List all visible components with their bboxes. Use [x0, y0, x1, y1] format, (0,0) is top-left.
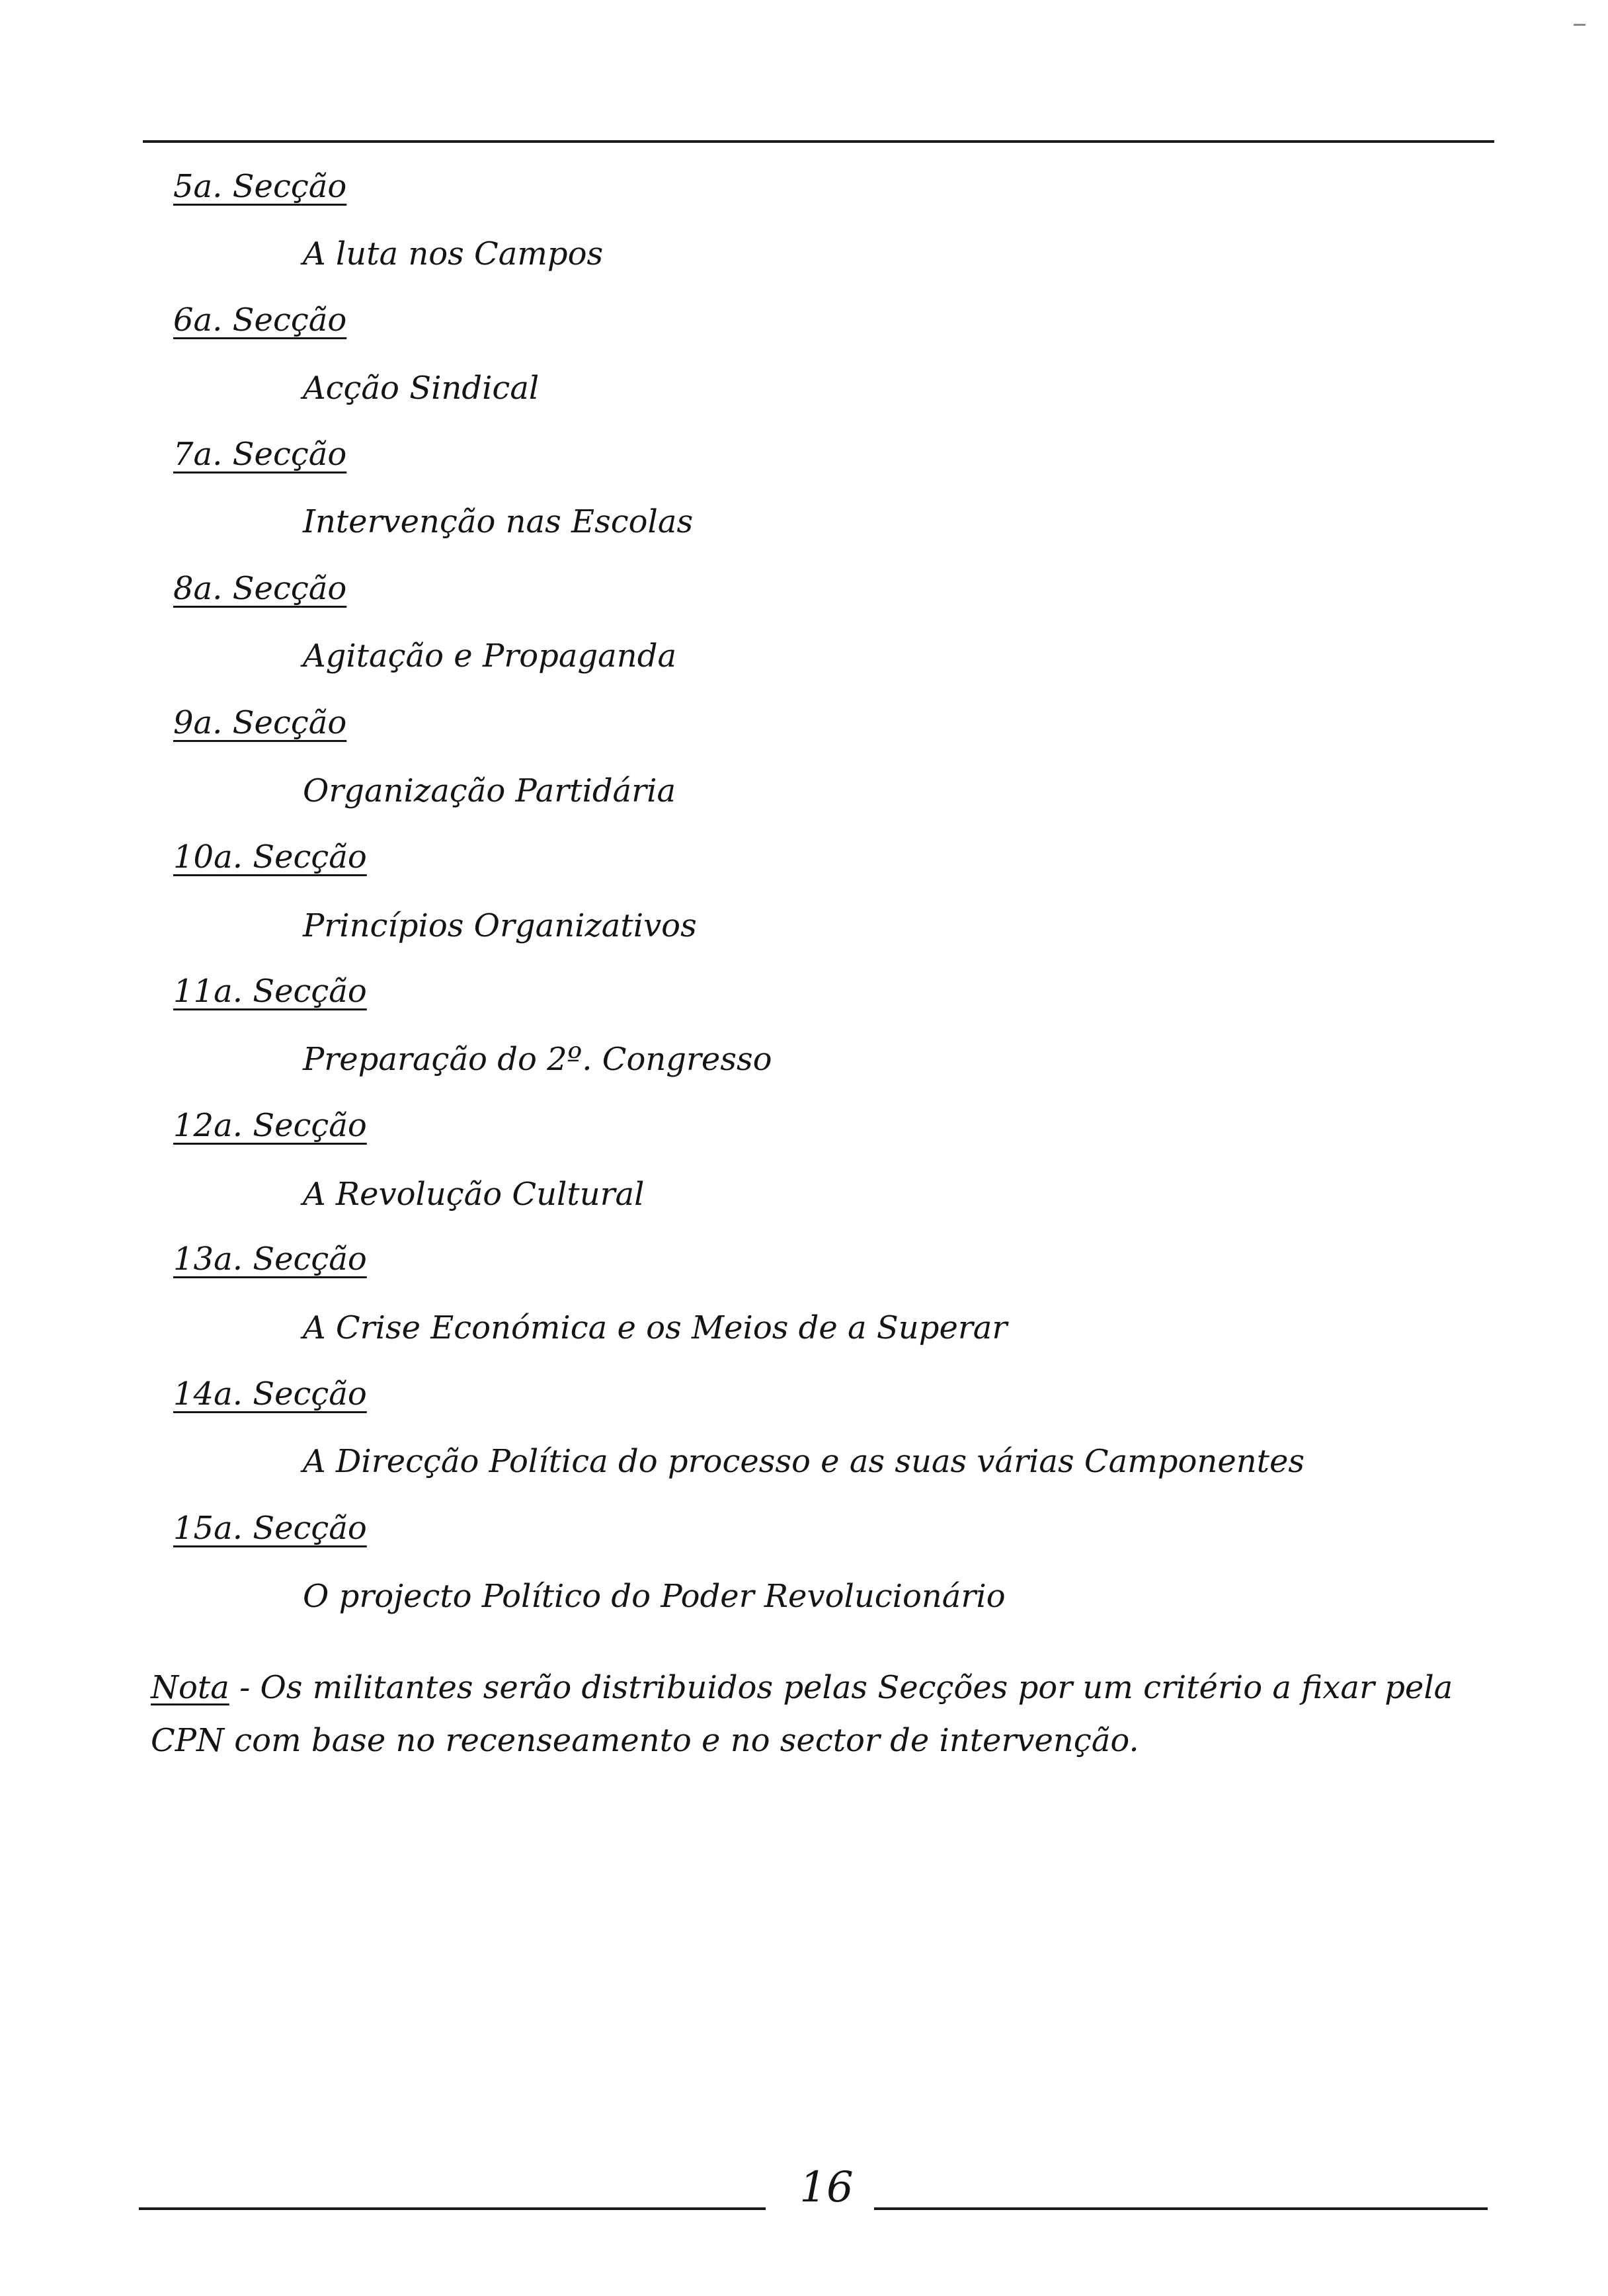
section-title-12: A Revolução Cultural	[303, 1176, 645, 1213]
top-rule	[143, 140, 1494, 143]
section-title-10: Princípios Organizativos	[303, 907, 697, 944]
section-heading-8: 8a. Secção	[173, 570, 347, 607]
section-title-6: Acção Sindical	[303, 370, 540, 407]
section-heading-9: 9a. Secção	[173, 704, 347, 741]
section-title-13: A Crise Económica e os Meios de a Superar	[303, 1309, 1008, 1346]
note-text: - Os militantes serão distribuidos pelas Secções por um critério a fixar pela CPN com base no recenseamento e no sector de intervenção.	[151, 1669, 1453, 1759]
section-heading-10: 10a. Secção	[173, 839, 367, 876]
section-title-14: A Direcção Política do processo e as suas várias Camponentes	[303, 1443, 1305, 1480]
section-heading-13: 13a. Secção	[173, 1241, 367, 1278]
corner-mark	[1574, 24, 1586, 26]
section-title-7: Intervenção nas Escolas	[303, 503, 694, 540]
section-heading-14: 14a. Secção	[173, 1375, 367, 1413]
note-paragraph	[151, 1661, 1473, 1767]
section-heading-5: 5a. Secção	[173, 168, 347, 205]
section-heading-11: 11a. Secção	[173, 973, 367, 1010]
footer-rule-left	[139, 2207, 766, 2210]
section-title-8: Agitação e Propaganda	[303, 637, 677, 675]
section-title-5: A luta nos Campos	[303, 235, 604, 272]
section-heading-15: 15a. Secção	[173, 1510, 367, 1547]
section-heading-12: 12a. Secção	[173, 1107, 367, 1144]
section-title-15: O projecto Político do Poder Revolucionário	[303, 1578, 1006, 1615]
section-title-9: Organização Partidária	[303, 772, 676, 809]
note-label: Nota	[151, 1669, 229, 1706]
page-number: 16	[799, 2163, 854, 2212]
section-heading-7: 7a. Secção	[173, 436, 347, 473]
page-footer	[139, 2163, 1488, 2226]
footer-rule-right	[874, 2207, 1488, 2210]
section-title-11: Preparação do 2º. Congresso	[303, 1041, 772, 1078]
section-heading-6: 6a. Secção	[173, 302, 347, 339]
